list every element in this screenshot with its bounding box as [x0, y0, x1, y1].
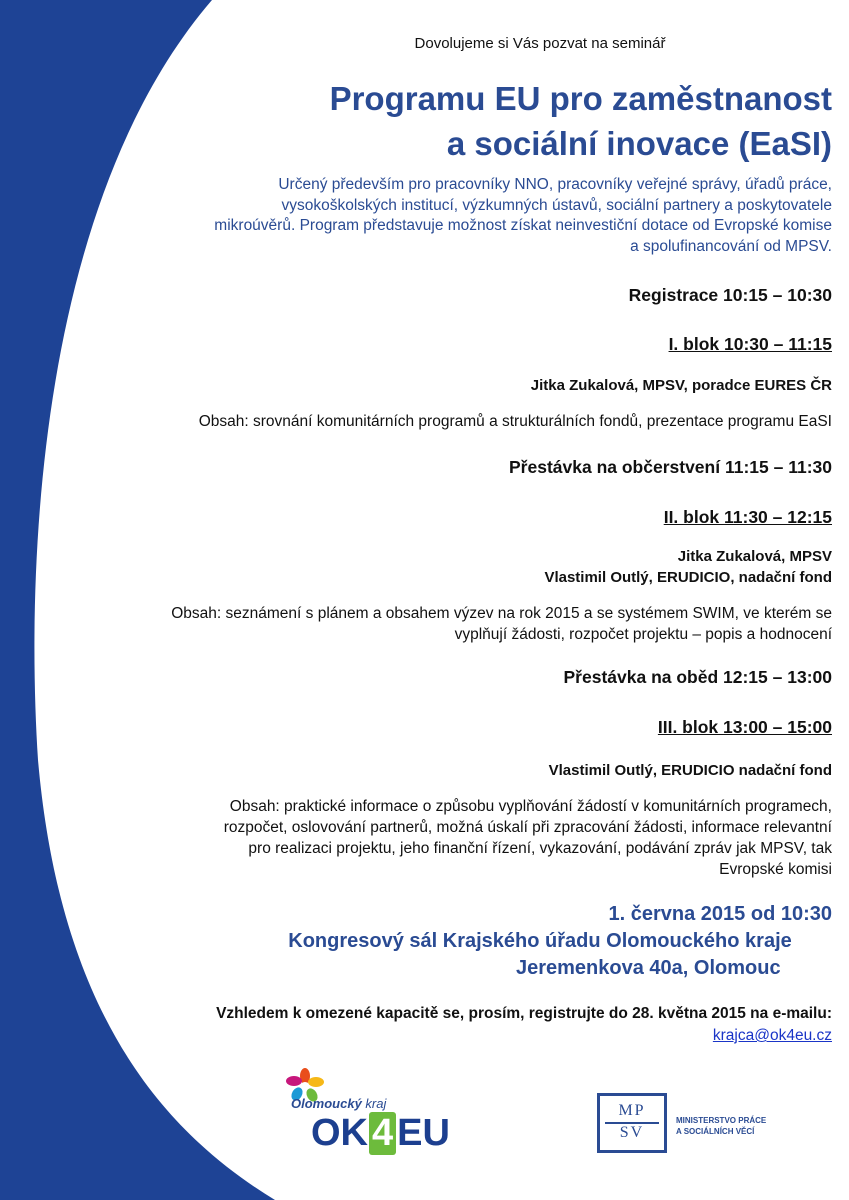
block3-heading: III. blok 13:00 – 15:00: [657, 717, 832, 737]
block2-content-line-1: Obsah: seznámení s plánem a obsahem výzev na rok 2015 a se systémem SWIM, ve kterém se: [171, 605, 832, 622]
block2-heading: II. blok 11:30 – 12:15: [663, 507, 832, 527]
break2-text: Přestávka na oběd 12:15 – 13:00: [563, 667, 832, 687]
mpsv-monogram: MP SV: [618, 1102, 646, 1141]
block1-speaker: Jitka Zukalová, MPSV, poradce EURES ČR: [530, 377, 832, 394]
block2-speaker-2: Vlastimil Outlý, ERUDICIO, nadační fond: [544, 569, 832, 586]
block3-content-line-1: Obsah: praktické informace o způsobu vyplňování žádostí v komunitárních programech,: [229, 798, 832, 815]
email-link[interactable]: krajca@ok4eu.cz: [712, 1027, 832, 1044]
block3-content-line-4: Evropské komisi: [719, 861, 832, 878]
registration-time: Registrace 10:15 – 10:30: [628, 285, 832, 305]
block3-content-line-2: rozpočet, oslovování partnerů, možná úskalí při zpracování žádosti, informace relevantní: [223, 819, 832, 836]
olomoucky-kraj-ok4eu-logo: [283, 1068, 473, 1158]
block2-content-line-2: vyplňují žádosti, rozpočet projektu – popis a hodnocení: [454, 626, 832, 643]
block1-content: Obsah: srovnání komunitárních programů a strukturálních fondů, prezentace programu EaSI: [198, 413, 832, 430]
title-line-1: Programu EU pro zaměstnanost: [329, 80, 832, 117]
block3-content-line-3: pro realizaci projektu, jeho finanční řízení, vykazování, podávání zpráv jak MPSV, tak: [248, 840, 832, 857]
mpsv-logo-text: MINISTERSTVO PRÁCE A SOCIÁLNÍCH VĚCÍ: [676, 1116, 767, 1136]
ok4eu-wordmark: OK 4 EU: [311, 1112, 450, 1154]
registration-note: Vzhledem k omezené kapacitě se, prosím, registrujte do 28. května 2015 na e-mailu:: [216, 1005, 832, 1022]
description: Určený především pro pracovníky NNO, pracovníky veřejné správy, úřadů práce, vysokoškolských institucí, výzkumných ústavů, sociální partnery a poskytovatele mikroúvěrů. Program představuje možnost získat neinvestiční dotace od Evropské komise a spolufinancování od MPSV.: [214, 176, 832, 255]
event-address: Jeremenkova 40a, Olomouc: [516, 957, 781, 979]
olomoucky-kraj-wordmark: Olomoucký kraj: [291, 1096, 387, 1111]
invitation-text: Dovolujeme si Vás pozvat na seminář: [414, 35, 666, 52]
event-venue: Kongresový sál Krajského úřadu Olomouckého kraje: [288, 930, 792, 952]
title-line-2: a sociální inovace (EaSI): [446, 125, 832, 162]
block1-heading: I. blok 10:30 – 11:15: [668, 334, 832, 354]
block3-speaker: Vlastimil Outlý, ERUDICIO nadační fond: [548, 762, 832, 779]
event-date: 1. června 2015 od 10:30: [608, 903, 832, 925]
mpsv-logo-mark: [597, 1093, 667, 1153]
mpsv-divider: [605, 1122, 659, 1124]
break1-text: Přestávka na občerstvení 11:15 – 11:30: [509, 457, 832, 477]
block2-speaker-1: Jitka Zukalová, MPSV: [677, 548, 832, 565]
